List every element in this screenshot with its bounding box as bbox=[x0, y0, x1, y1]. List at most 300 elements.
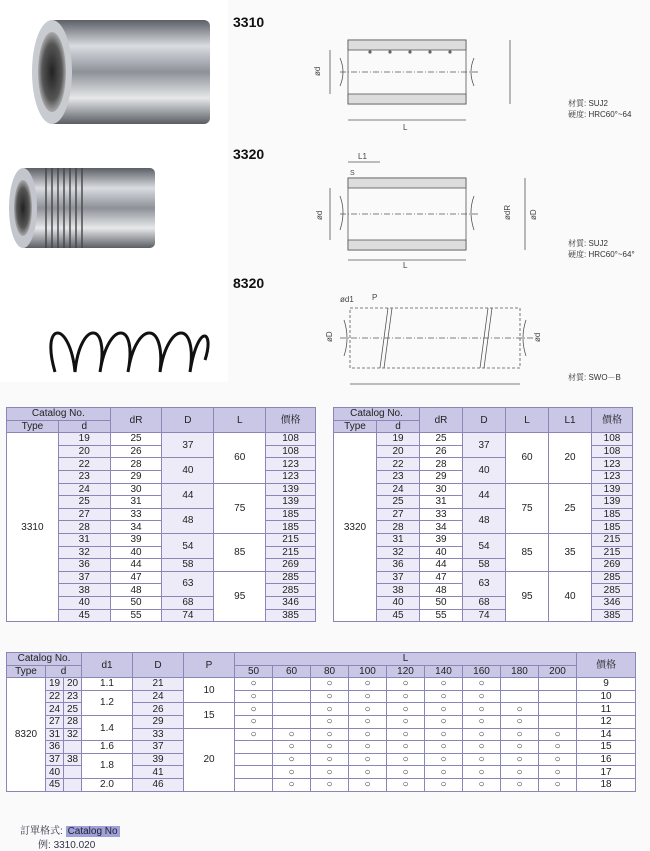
th-L-value: 160 bbox=[463, 665, 501, 678]
th-type: Type bbox=[7, 420, 59, 433]
availability-mark: ○ bbox=[235, 715, 273, 728]
price-cell: 269 bbox=[266, 559, 316, 572]
availability-mark bbox=[539, 690, 577, 703]
availability-mark: ○ bbox=[349, 715, 387, 728]
dR-cell: 39 bbox=[420, 533, 463, 546]
availability-mark: ○ bbox=[349, 678, 387, 691]
availability-mark: ○ bbox=[463, 690, 501, 703]
availability-mark bbox=[501, 690, 539, 703]
th-price: 價格 bbox=[266, 408, 316, 433]
technical-drawing-8320 bbox=[300, 290, 550, 390]
D-cell: 39 bbox=[133, 753, 184, 766]
label-D3: øD bbox=[325, 331, 334, 342]
availability-mark: ○ bbox=[349, 728, 387, 741]
P-cell: 15 bbox=[184, 703, 235, 728]
d-cell: 40 bbox=[377, 596, 420, 609]
d-cell: 36 bbox=[46, 741, 64, 754]
hardness-text: 硬度: HRC60°~64 bbox=[568, 110, 632, 119]
material-3310 bbox=[568, 98, 631, 120]
dR-cell: 33 bbox=[420, 508, 463, 521]
availability-mark: ○ bbox=[463, 778, 501, 791]
D-cell: 48 bbox=[162, 508, 214, 533]
table-row bbox=[7, 433, 316, 446]
label-d2: ød bbox=[315, 210, 324, 220]
price-cell: 123 bbox=[592, 458, 633, 471]
availability-mark bbox=[273, 715, 311, 728]
D-cell: 44 bbox=[463, 483, 506, 508]
D-cell: 58 bbox=[162, 559, 214, 572]
price-cell: 385 bbox=[266, 609, 316, 622]
dR-cell: 25 bbox=[110, 433, 162, 446]
d-cell-2: 25 bbox=[64, 703, 82, 716]
availability-mark bbox=[501, 678, 539, 691]
label-d1: ød1 bbox=[340, 295, 354, 304]
d-cell: 22 bbox=[377, 458, 420, 471]
availability-mark: ○ bbox=[235, 728, 273, 741]
L-cell: 85 bbox=[506, 533, 549, 571]
availability-mark: ○ bbox=[273, 766, 311, 779]
price-cell: 215 bbox=[266, 546, 316, 559]
D-cell: 33 bbox=[133, 728, 184, 741]
availability-mark bbox=[235, 753, 273, 766]
D-cell: 24 bbox=[133, 690, 184, 703]
spring-8320-photo bbox=[51, 333, 208, 372]
price-cell: 215 bbox=[592, 546, 633, 559]
availability-mark: ○ bbox=[463, 728, 501, 741]
technical-drawing-3320 bbox=[300, 150, 550, 270]
availability-mark: ○ bbox=[501, 778, 539, 791]
d-cell: 20 bbox=[377, 445, 420, 458]
th-L-value: 120 bbox=[387, 665, 425, 678]
d-cell-2 bbox=[64, 778, 82, 791]
d-cell: 19 bbox=[46, 678, 64, 691]
material-3320 bbox=[568, 238, 635, 260]
availability-mark: ○ bbox=[349, 741, 387, 754]
availability-mark: ○ bbox=[387, 715, 425, 728]
table-row bbox=[334, 571, 633, 584]
availability-mark: ○ bbox=[425, 778, 463, 791]
dR-cell: 48 bbox=[110, 584, 162, 597]
availability-mark: ○ bbox=[311, 766, 349, 779]
d-cell-2: 32 bbox=[64, 728, 82, 741]
order-example-value: 3310.020 bbox=[53, 840, 96, 851]
d-cell: 27 bbox=[377, 508, 420, 521]
price-cell: 108 bbox=[266, 445, 316, 458]
d-cell: 25 bbox=[377, 496, 420, 509]
price-cell: 285 bbox=[592, 571, 633, 584]
d-cell: 45 bbox=[58, 609, 110, 622]
availability-mark: ○ bbox=[273, 741, 311, 754]
availability-mark: ○ bbox=[539, 753, 577, 766]
d-cell-2: 23 bbox=[64, 690, 82, 703]
availability-mark: ○ bbox=[425, 753, 463, 766]
d-cell: 40 bbox=[58, 596, 110, 609]
d-cell-2: 20 bbox=[64, 678, 82, 691]
dR-cell: 47 bbox=[420, 571, 463, 584]
availability-mark: ○ bbox=[311, 753, 349, 766]
d-cell: 36 bbox=[58, 559, 110, 572]
price-cell: 185 bbox=[592, 508, 633, 521]
d-cell: 37 bbox=[58, 571, 110, 584]
d-cell: 32 bbox=[58, 546, 110, 559]
dR-cell: 26 bbox=[420, 445, 463, 458]
availability-mark: ○ bbox=[539, 728, 577, 741]
availability-mark: ○ bbox=[311, 741, 349, 754]
availability-mark: ○ bbox=[425, 703, 463, 716]
product-photos bbox=[0, 0, 228, 382]
availability-mark: ○ bbox=[425, 715, 463, 728]
th-d1: d1 bbox=[82, 653, 133, 678]
th-catalog: Catalog No. bbox=[334, 408, 420, 421]
D-cell: 26 bbox=[133, 703, 184, 716]
D-cell: 44 bbox=[162, 483, 214, 508]
dR-cell: 40 bbox=[110, 546, 162, 559]
d-cell: 40 bbox=[46, 766, 64, 779]
order-format bbox=[20, 822, 120, 837]
th-d: d bbox=[46, 665, 82, 678]
dR-cell: 25 bbox=[420, 433, 463, 446]
d-cell: 25 bbox=[58, 496, 110, 509]
L1-cell: 25 bbox=[549, 483, 592, 533]
table-3320-body bbox=[334, 433, 633, 622]
availability-mark: ○ bbox=[501, 766, 539, 779]
D-cell: 40 bbox=[463, 458, 506, 483]
availability-mark: ○ bbox=[349, 753, 387, 766]
d1-cell: 2.0 bbox=[82, 778, 133, 791]
th-L-value: 50 bbox=[235, 665, 273, 678]
dR-cell: 44 bbox=[420, 559, 463, 572]
dR-cell: 26 bbox=[110, 445, 162, 458]
price-cell: 215 bbox=[592, 533, 633, 546]
availability-mark: ○ bbox=[501, 728, 539, 741]
availability-mark: ○ bbox=[463, 715, 501, 728]
d-cell: 37 bbox=[46, 753, 64, 766]
hardness-text: 硬度: HRC60°~64° bbox=[568, 250, 635, 259]
availability-mark: ○ bbox=[425, 690, 463, 703]
th-L-value: 100 bbox=[349, 665, 387, 678]
label-d: ød bbox=[313, 66, 322, 76]
availability-mark: ○ bbox=[387, 766, 425, 779]
d-cell: 24 bbox=[58, 483, 110, 496]
price-cell: 108 bbox=[592, 445, 633, 458]
availability-mark: ○ bbox=[311, 690, 349, 703]
d-cell: 36 bbox=[377, 559, 420, 572]
price-cell: 139 bbox=[266, 496, 316, 509]
availability-mark bbox=[273, 690, 311, 703]
availability-mark bbox=[273, 703, 311, 716]
availability-mark: ○ bbox=[501, 715, 539, 728]
th-L-value: 80 bbox=[311, 665, 349, 678]
material-text: 材質: SWO－B bbox=[568, 373, 621, 382]
th-L-value: 200 bbox=[539, 665, 577, 678]
availability-mark: ○ bbox=[387, 753, 425, 766]
label-dR: ødR bbox=[503, 204, 512, 220]
d1-cell: 1.6 bbox=[82, 741, 133, 754]
th-D: D bbox=[463, 408, 506, 433]
L-cell: 95 bbox=[214, 571, 266, 621]
d-cell: 38 bbox=[58, 584, 110, 597]
availability-mark: ○ bbox=[463, 741, 501, 754]
th-catalog: Catalog No. bbox=[7, 653, 82, 666]
availability-mark: ○ bbox=[387, 678, 425, 691]
availability-mark: ○ bbox=[539, 741, 577, 754]
dR-cell: 50 bbox=[420, 596, 463, 609]
price-cell: 16 bbox=[577, 753, 636, 766]
dR-cell: 34 bbox=[110, 521, 162, 534]
availability-mark: ○ bbox=[425, 766, 463, 779]
availability-mark: ○ bbox=[235, 678, 273, 691]
dR-cell: 28 bbox=[110, 458, 162, 471]
order-example-label: 例: bbox=[38, 840, 51, 851]
D-cell: 37 bbox=[463, 433, 506, 458]
dR-cell: 31 bbox=[110, 496, 162, 509]
product-code-3310: 3310 bbox=[233, 14, 265, 30]
th-L-value: 60 bbox=[273, 665, 311, 678]
D-cell: 63 bbox=[463, 571, 506, 596]
availability-mark: ○ bbox=[273, 778, 311, 791]
dR-cell: 50 bbox=[110, 596, 162, 609]
availability-mark bbox=[539, 678, 577, 691]
availability-mark bbox=[539, 703, 577, 716]
label-L1: L1 bbox=[358, 152, 367, 161]
label-L2: L bbox=[403, 261, 408, 270]
price-cell: 139 bbox=[266, 483, 316, 496]
price-cell: 269 bbox=[592, 559, 633, 572]
P-cell: 20 bbox=[184, 728, 235, 791]
d-cell: 37 bbox=[377, 571, 420, 584]
type-cell: 8320 bbox=[7, 678, 46, 791]
availability-mark: ○ bbox=[501, 753, 539, 766]
availability-mark: ○ bbox=[273, 728, 311, 741]
label-D: øD bbox=[529, 209, 538, 220]
price-cell: 15 bbox=[577, 741, 636, 754]
availability-mark: ○ bbox=[463, 703, 501, 716]
availability-mark: ○ bbox=[501, 703, 539, 716]
L-cell: 85 bbox=[214, 533, 266, 571]
label-L: L bbox=[403, 123, 408, 132]
availability-mark bbox=[235, 766, 273, 779]
availability-mark: ○ bbox=[349, 690, 387, 703]
d-cell: 24 bbox=[46, 703, 64, 716]
th-L-value: 180 bbox=[501, 665, 539, 678]
dR-cell: 33 bbox=[110, 508, 162, 521]
th-L: L bbox=[214, 408, 266, 433]
D-cell: 68 bbox=[463, 596, 506, 609]
availability-mark: ○ bbox=[349, 778, 387, 791]
L1-cell: 40 bbox=[549, 571, 592, 621]
d-cell: 38 bbox=[377, 584, 420, 597]
d-cell: 23 bbox=[377, 470, 420, 483]
availability-mark: ○ bbox=[387, 728, 425, 741]
product-code-3320: 3320 bbox=[233, 146, 265, 162]
table-row bbox=[334, 533, 633, 546]
th-L: L bbox=[235, 653, 577, 666]
dR-cell: 34 bbox=[420, 521, 463, 534]
availability-mark: ○ bbox=[425, 728, 463, 741]
material-text: 材質: SUJ2 bbox=[568, 239, 609, 248]
availability-mark: ○ bbox=[387, 778, 425, 791]
table-row bbox=[7, 753, 636, 766]
dR-cell: 44 bbox=[110, 559, 162, 572]
dR-cell: 29 bbox=[420, 470, 463, 483]
D-cell: 37 bbox=[162, 433, 214, 458]
availability-mark: ○ bbox=[425, 741, 463, 754]
th-price: 價格 bbox=[577, 653, 636, 678]
availability-mark: ○ bbox=[463, 766, 501, 779]
availability-mark bbox=[235, 741, 273, 754]
P-cell: 10 bbox=[184, 678, 235, 703]
d-cell: 31 bbox=[377, 533, 420, 546]
availability-mark: ○ bbox=[311, 778, 349, 791]
availability-mark: ○ bbox=[311, 678, 349, 691]
D-cell: 29 bbox=[133, 715, 184, 728]
th-type: Type bbox=[7, 665, 46, 678]
th-dR: dR bbox=[110, 408, 162, 433]
d1-cell: 1.2 bbox=[82, 690, 133, 715]
d-cell-2 bbox=[64, 766, 82, 779]
th-dR: dR bbox=[420, 408, 463, 433]
availability-mark: ○ bbox=[425, 678, 463, 691]
availability-mark: ○ bbox=[311, 715, 349, 728]
dR-cell: 55 bbox=[420, 609, 463, 622]
L-cell: 60 bbox=[506, 433, 549, 483]
dR-cell: 55 bbox=[110, 609, 162, 622]
type-cell: 3320 bbox=[334, 433, 377, 622]
D-cell: 68 bbox=[162, 596, 214, 609]
availability-mark: ○ bbox=[349, 766, 387, 779]
availability-mark: ○ bbox=[349, 703, 387, 716]
table-row bbox=[7, 678, 636, 691]
availability-mark: ○ bbox=[463, 753, 501, 766]
price-cell: 215 bbox=[266, 533, 316, 546]
d-cell: 24 bbox=[377, 483, 420, 496]
table-row bbox=[7, 778, 636, 791]
table-row bbox=[7, 741, 636, 754]
order-format-label: 訂單格式: bbox=[20, 826, 63, 837]
th-d: d bbox=[58, 420, 110, 433]
table-3320 bbox=[333, 407, 633, 622]
L1-cell: 35 bbox=[549, 533, 592, 571]
price-cell: 123 bbox=[266, 458, 316, 471]
dR-cell: 29 bbox=[110, 470, 162, 483]
price-cell: 123 bbox=[266, 470, 316, 483]
d1-cell: 1.8 bbox=[82, 753, 133, 778]
price-cell: 185 bbox=[592, 521, 633, 534]
th-D: D bbox=[133, 653, 184, 678]
product-photo-panel bbox=[0, 0, 228, 382]
dR-cell: 39 bbox=[110, 533, 162, 546]
price-cell: 18 bbox=[577, 778, 636, 791]
d-cell: 23 bbox=[58, 470, 110, 483]
th-type: Type bbox=[334, 420, 377, 433]
dR-cell: 28 bbox=[420, 458, 463, 471]
dR-cell: 31 bbox=[420, 496, 463, 509]
availability-mark: ○ bbox=[387, 703, 425, 716]
product-code-8320: 8320 bbox=[233, 275, 265, 291]
d-cell: 45 bbox=[377, 609, 420, 622]
availability-mark: ○ bbox=[463, 678, 501, 691]
availability-mark: ○ bbox=[273, 753, 311, 766]
availability-mark: ○ bbox=[501, 741, 539, 754]
availability-mark bbox=[235, 778, 273, 791]
D-cell: 54 bbox=[463, 533, 506, 558]
d-cell: 19 bbox=[377, 433, 420, 446]
dR-cell: 40 bbox=[420, 546, 463, 559]
table-row bbox=[334, 483, 633, 496]
d-cell: 27 bbox=[46, 715, 64, 728]
availability-mark: ○ bbox=[387, 741, 425, 754]
D-cell: 37 bbox=[133, 741, 184, 754]
D-cell: 46 bbox=[133, 778, 184, 791]
d-cell-2 bbox=[64, 741, 82, 754]
availability-mark: ○ bbox=[387, 690, 425, 703]
D-cell: 74 bbox=[162, 609, 214, 622]
d-cell: 27 bbox=[58, 508, 110, 521]
d-cell-2: 38 bbox=[64, 753, 82, 766]
order-format-catalog: Catalog No bbox=[67, 826, 118, 837]
price-cell: 285 bbox=[266, 584, 316, 597]
D-cell: 63 bbox=[162, 571, 214, 596]
d1-cell: 1.1 bbox=[82, 678, 133, 691]
technical-drawing-3310 bbox=[300, 30, 550, 140]
table-3310 bbox=[6, 407, 316, 622]
L-cell: 75 bbox=[506, 483, 549, 533]
L-cell: 75 bbox=[214, 483, 266, 533]
price-cell: 108 bbox=[266, 433, 316, 446]
table-row bbox=[7, 690, 636, 703]
d-cell: 20 bbox=[58, 445, 110, 458]
price-cell: 346 bbox=[266, 596, 316, 609]
d-cell-2: 28 bbox=[64, 715, 82, 728]
d-cell: 32 bbox=[377, 546, 420, 559]
th-L-value: 140 bbox=[425, 665, 463, 678]
label-P: P bbox=[372, 293, 378, 302]
price-cell: 10 bbox=[577, 690, 636, 703]
type-cell: 3310 bbox=[7, 433, 59, 622]
price-cell: 139 bbox=[592, 496, 633, 509]
L-cell: 60 bbox=[214, 433, 266, 483]
price-cell: 12 bbox=[577, 715, 636, 728]
availability-mark: ○ bbox=[311, 703, 349, 716]
dR-cell: 30 bbox=[420, 483, 463, 496]
L1-cell: 20 bbox=[549, 433, 592, 483]
price-cell: 11 bbox=[577, 703, 636, 716]
availability-mark bbox=[273, 678, 311, 691]
price-cell: 14 bbox=[577, 728, 636, 741]
table-8320 bbox=[6, 652, 636, 792]
D-cell: 48 bbox=[463, 508, 506, 533]
d1-cell: 1.4 bbox=[82, 715, 133, 740]
d-cell: 28 bbox=[377, 521, 420, 534]
d-cell: 45 bbox=[46, 778, 64, 791]
price-cell: 185 bbox=[266, 508, 316, 521]
d-cell: 31 bbox=[46, 728, 64, 741]
dR-cell: 30 bbox=[110, 483, 162, 496]
price-cell: 285 bbox=[266, 571, 316, 584]
th-price: 價格 bbox=[592, 408, 633, 433]
availability-mark: ○ bbox=[235, 690, 273, 703]
availability-mark bbox=[539, 715, 577, 728]
D-cell: 74 bbox=[463, 609, 506, 622]
th-L: L bbox=[506, 408, 549, 433]
material-text: 材質: SUJ2 bbox=[568, 99, 609, 108]
D-cell: 58 bbox=[463, 559, 506, 572]
sleeve-3310-photo bbox=[32, 20, 210, 124]
price-cell: 185 bbox=[266, 521, 316, 534]
availability-mark: ○ bbox=[539, 766, 577, 779]
th-L1: L1 bbox=[549, 408, 592, 433]
table-3310-body bbox=[7, 433, 316, 622]
